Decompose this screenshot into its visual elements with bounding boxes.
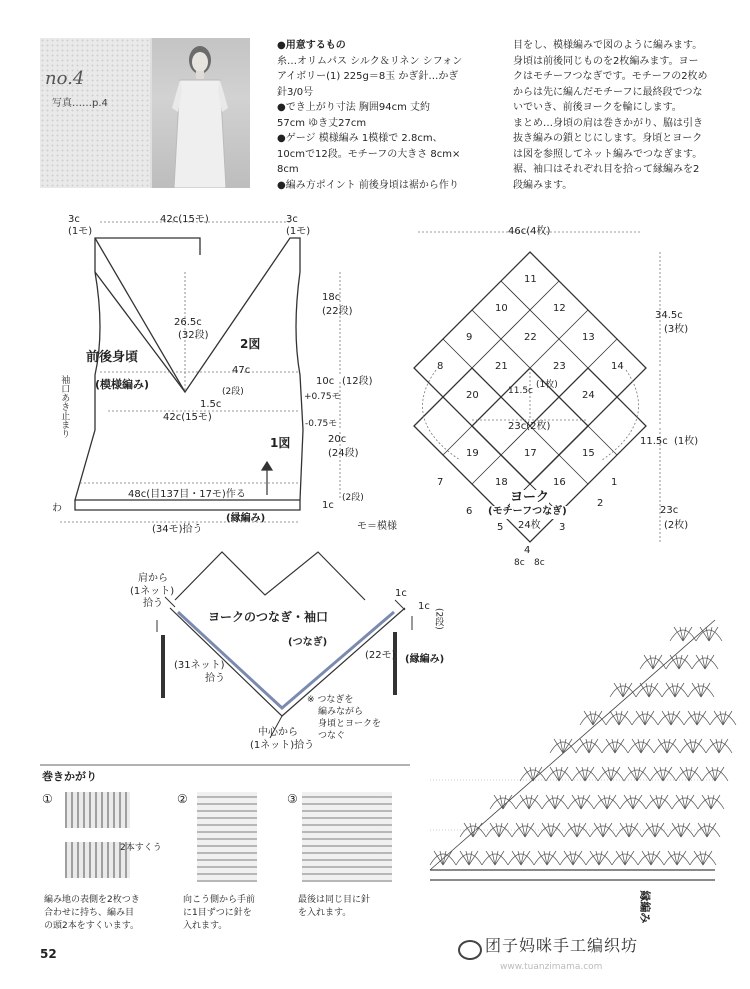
swatch-3: [302, 792, 392, 882]
motif-number: 17: [524, 448, 537, 459]
neck-height: 11.5c: [508, 386, 533, 396]
armhole-height: 10c: [316, 376, 335, 387]
step-2-marker: ②: [177, 792, 188, 806]
method-line: は図を参照してネット編みでつなぎます。: [513, 148, 703, 160]
motif-number: 18: [495, 477, 508, 488]
chest-width: 47c: [232, 365, 251, 376]
lower-height: 20c: [328, 434, 347, 445]
step-3-marker: ③: [287, 792, 298, 806]
materials-line: ●ゲージ 模様編み 1模様で 2.8cm、: [277, 133, 443, 144]
net-pickup: 拾う: [205, 673, 225, 684]
page-number: 52: [40, 947, 57, 961]
left-side-modules: (1モ): [68, 226, 93, 237]
motif-number: 24: [582, 390, 595, 401]
upper-height: 18c: [322, 292, 341, 303]
center-net: (1ネット)拾う: [250, 740, 315, 751]
materials-line: ●でき上がり寸法 胸囲94cm 丈約: [277, 102, 431, 113]
body-subtitle: (模様編み): [95, 378, 150, 391]
armhole-minus: -0.75モ: [305, 419, 338, 429]
mid-width: 42c(15モ): [163, 412, 212, 423]
join-title: ヨークのつなぎ・袖口: [208, 610, 329, 624]
sleeve-rows: (2段): [433, 608, 444, 630]
motif-number: 23: [553, 361, 566, 372]
join-note-4: つなぐ: [318, 731, 346, 741]
materials-line: 57cm ゆき丈27cm: [277, 117, 367, 129]
upper-height-rows: (22段): [322, 306, 353, 317]
yoke-lower-height: 23c: [660, 505, 679, 516]
increase-width: 1.5c: [200, 399, 222, 410]
armhole-plus: +0.75モ: [304, 392, 341, 402]
method-line: クはモチーフつなぎです。モチーフの2枚め: [513, 71, 708, 82]
edging-rows: (2段): [342, 493, 364, 503]
figure-1-label: 1図: [270, 436, 291, 450]
motif-number: 14: [611, 361, 624, 372]
yoke-title: ヨーク: [510, 490, 550, 505]
materials-line: アイボリー(1) 225g＝8玉 かぎ針…かぎ: [277, 71, 459, 82]
yoke-height-total-count: (3枚): [664, 324, 689, 335]
step-3-text-1: 最後は同じ目に針: [298, 895, 371, 905]
method-line: 抜き編みの鎖とじにします。身頃とヨーク: [513, 133, 703, 144]
materials-line: ●用意するもの: [277, 40, 346, 51]
yoke-height-total: 34.5c: [655, 310, 683, 321]
motif-number: 9: [466, 332, 473, 343]
body-panel-dims: [60, 222, 340, 522]
join-sub: (つなぎ): [288, 637, 328, 648]
bottom-width-b: 8c: [534, 558, 545, 568]
motif-number: 1: [611, 477, 618, 488]
step-1-text-3: の頭2本をすくいます。: [44, 921, 140, 931]
motif-number: 15: [582, 448, 595, 459]
motif-number: 11: [524, 274, 537, 285]
materials-line: ●編み方ポイント 前後身頃は裾から作り: [277, 179, 459, 191]
step-2-text-3: 入れます。: [183, 921, 228, 931]
method-line: からは先に編んだモチーフに最終段でつな: [513, 86, 703, 98]
lower-height-rows: (24段): [328, 448, 359, 459]
sleeve-modules: (22モ): [365, 650, 396, 661]
materials-line: 針3/0号: [277, 86, 314, 98]
two-strands-label: 2本すくう: [120, 843, 162, 853]
legend-module: モ＝模様: [357, 521, 397, 532]
motif-number: 22: [524, 332, 537, 343]
bottom-chain: 48c(目137目・17モ)作る: [128, 489, 246, 500]
motif-number: 5: [497, 522, 504, 533]
left-side-width: 3c: [68, 214, 80, 225]
round-start-mark: わ: [52, 503, 62, 514]
figure-2-label: 2図: [240, 337, 261, 351]
pickup-count: (34モ)拾う: [152, 524, 203, 535]
photo-reference: 写真……p.4: [52, 98, 108, 109]
method-line: 裾、袖口はそれぞれ目を拾って縁編みを2: [513, 164, 700, 175]
neck-depth-rows: (32段): [178, 330, 209, 341]
materials-line: 10cmで12段。モチーフの大きさ 8cm×: [277, 148, 461, 160]
yoke-side-height: 11.5c: [640, 436, 668, 447]
method-line: 段編みます。: [513, 179, 573, 191]
motif-count: 24枚: [518, 520, 541, 531]
edging-label: (縁編み): [226, 513, 266, 524]
sleeve-opening-note: 袖口あき止まり: [59, 375, 70, 438]
method-line: 目をし、模様編みで図のように編みます。: [513, 40, 703, 51]
motif-number: 10: [495, 303, 508, 314]
motif-number: 12: [553, 303, 566, 314]
sleeve-edging: (縁編み): [405, 654, 445, 665]
center-from: 中心から: [258, 727, 298, 738]
top-width: 42c(15モ): [160, 214, 209, 225]
watermark-url: www.tuanzimama.com: [500, 962, 603, 972]
increase-rows: (2段): [222, 387, 244, 397]
yoke-lower-count: (2枚): [664, 520, 689, 531]
shoulder-from: 肩から: [138, 573, 168, 584]
motif-number: 3: [559, 522, 566, 533]
motif-number: 16: [553, 477, 566, 488]
motif-number: 13: [582, 332, 595, 343]
sleeve-c1a: 1c: [395, 588, 407, 599]
swatch-1-top: [65, 792, 130, 828]
wechat-icon: [458, 940, 482, 960]
sleeve-c1b: 1c: [418, 601, 430, 612]
edging-height: 1c: [322, 500, 334, 511]
motif-number: 8: [437, 361, 444, 372]
motif-number: 2: [597, 498, 604, 509]
net-count: (31ネット): [174, 660, 225, 671]
pattern-number: no.4: [45, 68, 85, 89]
step-1-marker: ①: [42, 792, 53, 806]
join-note-3: 身頃とヨークを: [318, 719, 382, 729]
body-arrows: [262, 462, 272, 495]
whip-title: 巻きかがり: [42, 770, 97, 783]
step-2-text-1: 向こう側から手前: [183, 895, 256, 905]
motif-number: 7: [437, 477, 444, 488]
step-1-text-1: 編み地の表側を2枚つき: [44, 895, 140, 905]
motif-number: 21: [495, 361, 508, 372]
yoke-side-count: (1枚): [674, 436, 699, 447]
armhole-height-rows: (12段): [342, 376, 373, 387]
shoulder-net: (1ネット): [130, 586, 175, 597]
right-side-width: 3c: [286, 214, 298, 225]
motif-number: 20: [466, 390, 479, 401]
method-line: まとめ…身頃の肩は巻きかがり、脇は引き: [513, 117, 703, 129]
right-side-modules: (1モ): [286, 226, 311, 237]
motif-number: 6: [466, 506, 473, 517]
motif-number: 4: [524, 545, 531, 556]
method-line: 身頃は前後同じものを2枚編みます。ヨー: [513, 55, 699, 67]
neck-width: 23c(2枚): [508, 421, 551, 432]
join-note-2: 編みながら: [318, 707, 364, 717]
materials-line: 8cm: [277, 164, 299, 175]
step-1-text-2: 合わせに持ち、編み目: [44, 908, 135, 918]
neck-height-count: (1枚): [536, 380, 558, 390]
watermark-text: 团子妈咪手工编织坊: [485, 936, 639, 955]
chart-edging-label: 縁編み: [638, 890, 652, 924]
yoke-subtitle: (モチーフつなぎ): [488, 506, 567, 517]
swatch-2: [197, 792, 257, 882]
step-3-text-2: を入れます。: [298, 908, 352, 918]
yoke-width: 46c(4枚): [508, 226, 551, 237]
step-2-text-2: に1目ずつに針を: [183, 908, 252, 918]
neck-depth: 26.5c: [174, 317, 202, 328]
join-note-1: ※ つなぎを: [307, 695, 354, 705]
bottom-width-a: 8c: [514, 558, 525, 568]
materials-line: 糸…オリムパス シルク＆リネン シフォン: [277, 55, 463, 67]
motif-number: 19: [466, 448, 479, 459]
method-line: いでいき、前後ヨークを輪にします。: [513, 102, 682, 113]
shoulder-pickup: 拾う: [143, 598, 163, 609]
body-title: 前後身頃: [86, 350, 139, 365]
